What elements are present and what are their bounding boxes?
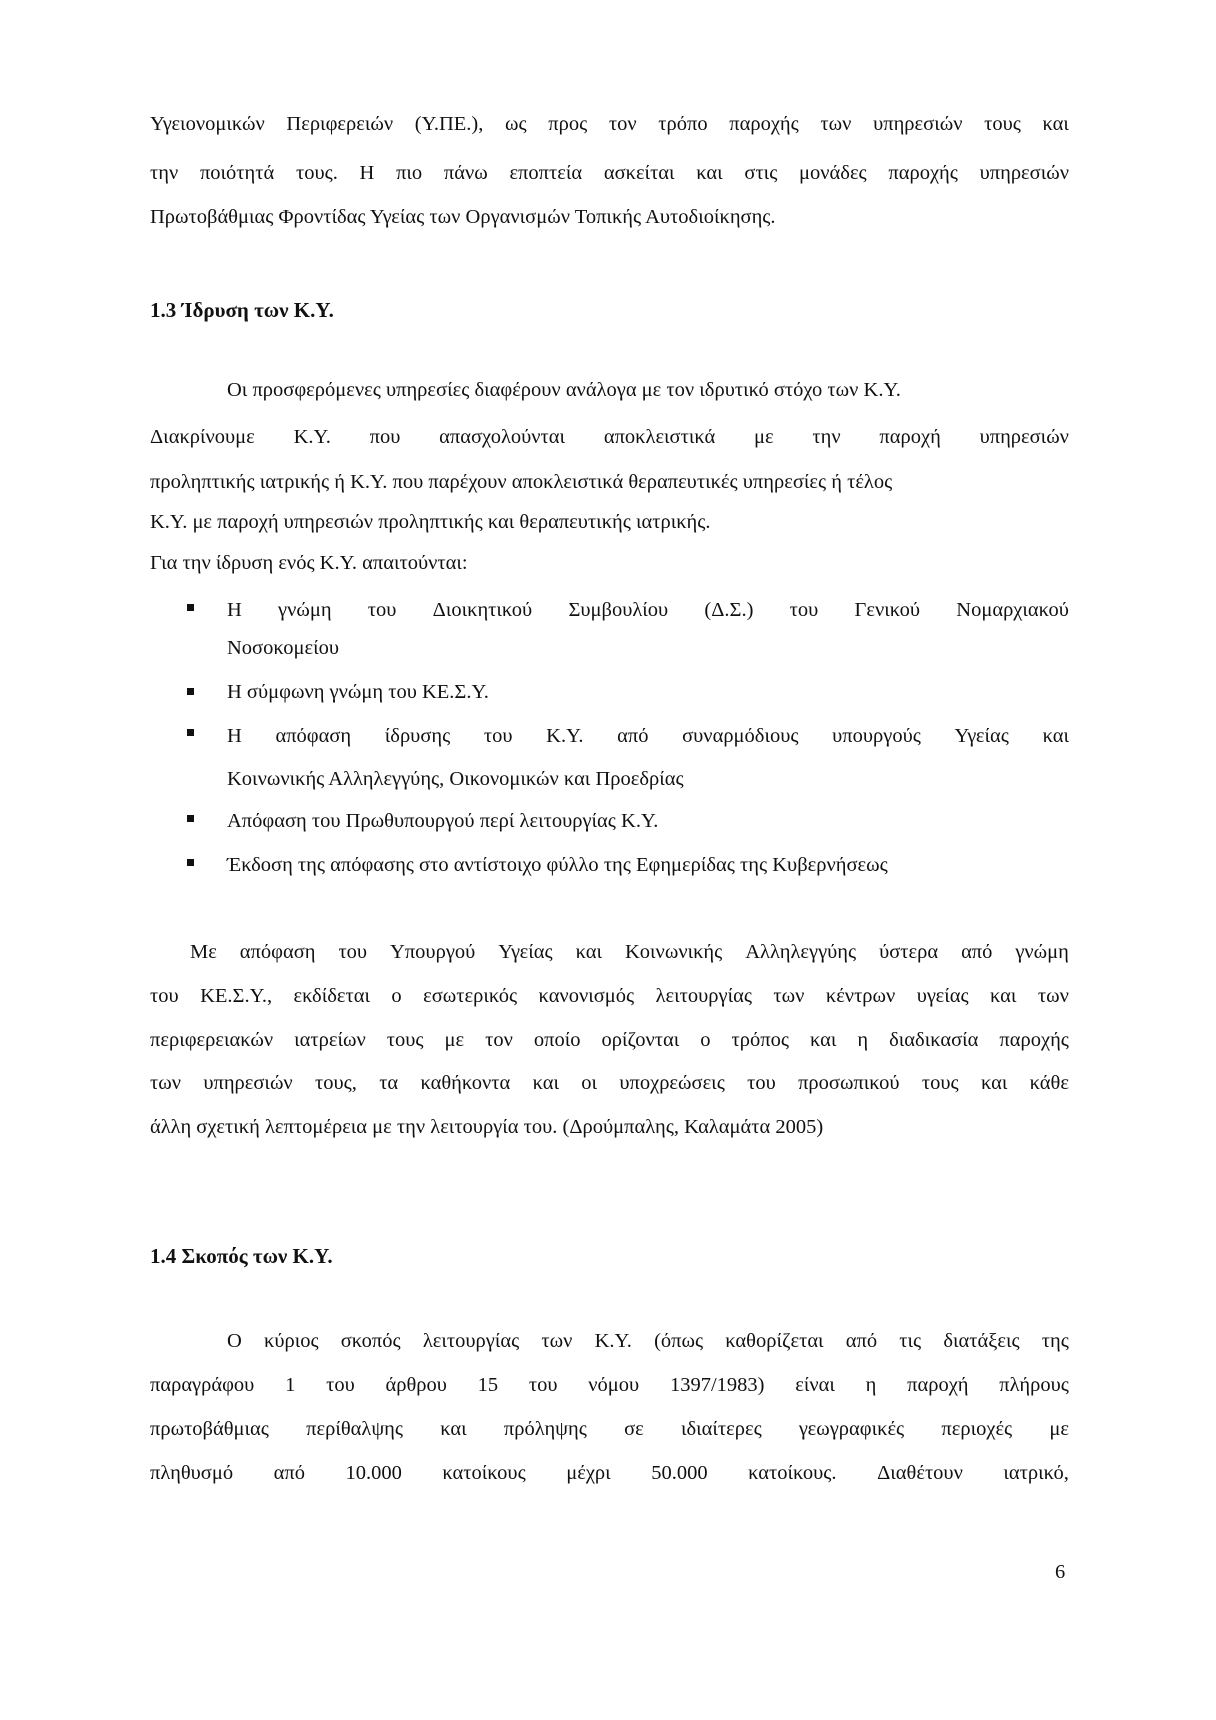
bullet-1-line-2: Νοσοκομείου [227, 637, 339, 659]
bullet-5-line-1: Έκδοση της απόφασης στο αντίστοιχο φύλλο της Εφημερίδας της Κυβερνήσεως [227, 854, 888, 876]
intro-line-2: την ποιότητά τους. Η πιο πάνω εποπτεία ασκείται και στις μονάδες παροχής υπηρεσιών [150, 162, 1069, 184]
section-1-3-closing-line-5: άλλη σχετική λεπτομέρεια με την λειτουργία του. (Δρούμπαλης, Καλαμάτα 2005) [150, 1116, 824, 1138]
bullet-marker [187, 604, 194, 611]
section-1-4-para-line-2: παραγράφου 1 του άρθρου 15 του νόμου 1397/1983) είναι η παροχή πλήρους [150, 1374, 1069, 1396]
bullet-marker [187, 859, 194, 866]
section-1-3-para-line-3: προληπτικής ιατρικής ή Κ.Υ. που παρέχουν αποκλειστικά θεραπευτικές υπηρεσίες ή τέλος [150, 471, 893, 493]
section-1-3-closing-line-4: των υπηρεσιών τους, τα καθήκοντα και οι υποχρεώσεις του προσωπικού τους και κάθε [150, 1072, 1069, 1094]
section-1-3-para-line-5: Για την ίδρυση ενός Κ.Υ. απαιτούνται: [150, 552, 468, 574]
bullet-marker [187, 729, 194, 736]
bullet-marker [187, 815, 194, 822]
section-1-3-closing-line-3: περιφερειακών ιατρείων τους με τον οποίο ορίζονται ο τρόπος και η διαδικασία παροχής [150, 1029, 1069, 1051]
section-1-3-para-line-1: Οι προσφερόμενες υπηρεσίες διαφέρουν ανάλογα με τον ιδρυτικό στόχο των Κ.Υ. [227, 379, 901, 401]
section-heading-1-3: 1.3 Ίδρυση των Κ.Υ. [150, 298, 334, 322]
bullet-3-line-1: Η απόφαση ίδρυσης του Κ.Υ. από συναρμόδιους υπουργούς Υγείας και [227, 725, 1069, 747]
bullet-4-line-1: Απόφαση του Πρωθυπουργού περί λειτουργίας Κ.Υ. [227, 810, 659, 832]
bullet-3-line-2: Κοινωνικής Αλληλεγγύης, Οικονομικών και Προεδρίας [227, 768, 684, 790]
bullet-2-line-1: Η σύμφωνη γνώμη του ΚΕ.Σ.Υ. [227, 681, 489, 703]
page-number: 6 [1055, 1561, 1066, 1583]
section-heading-1-4: 1.4 Σκοπός των Κ.Υ. [150, 1244, 333, 1268]
section-1-3-para-line-4: Κ.Υ. με παροχή υπηρεσιών προληπτικής και θεραπευτικής ιατρικής. [150, 511, 711, 533]
intro-line-1: Υγειονομικών Περιφερειών (Υ.ΠΕ.), ως προς τον τρόπο παροχής των υπηρεσιών τους και [150, 113, 1069, 135]
section-1-4-para-line-3: πρωτοβάθμιας περίθαλψης και πρόληψης σε ιδιαίτερες γεωγραφικές περιοχές με [150, 1418, 1069, 1440]
section-1-4-para-line-4: πληθυσμό από 10.000 κατοίκους μέχρι 50.000 κατοίκους. Διαθέτουν ιατρικό, [150, 1462, 1069, 1484]
intro-line-3: Πρωτοβάθμιας Φροντίδας Υγείας των Οργανισμών Τοπικής Αυτοδιοίκησης. [150, 206, 776, 228]
bullet-1-line-1: Η γνώμη του Διοικητικού Συμβουλίου (Δ.Σ.) του Γενικού Νομαρχιακού [227, 599, 1069, 621]
bullet-marker [187, 688, 194, 695]
section-1-3-closing-line-1: Με απόφαση του Υπουργού Υγείας και Κοινωνικής Αλληλεγγύης ύστερα από γνώμη [190, 941, 1069, 963]
section-1-3-closing-line-2: του ΚΕ.Σ.Υ., εκδίδεται ο εσωτερικός κανονισμός λειτουργίας των κέντρων υγείας και των [150, 985, 1069, 1007]
section-1-3-para-line-2: Διακρίνουμε Κ.Υ. που απασχολούνται αποκλειστικά με την παροχή υπηρεσιών [150, 426, 1069, 448]
section-1-4-para-line-1: Ο κύριος σκοπός λειτουργίας των Κ.Υ. (όπως καθορίζεται από τις διατάξεις της [227, 1330, 1069, 1352]
